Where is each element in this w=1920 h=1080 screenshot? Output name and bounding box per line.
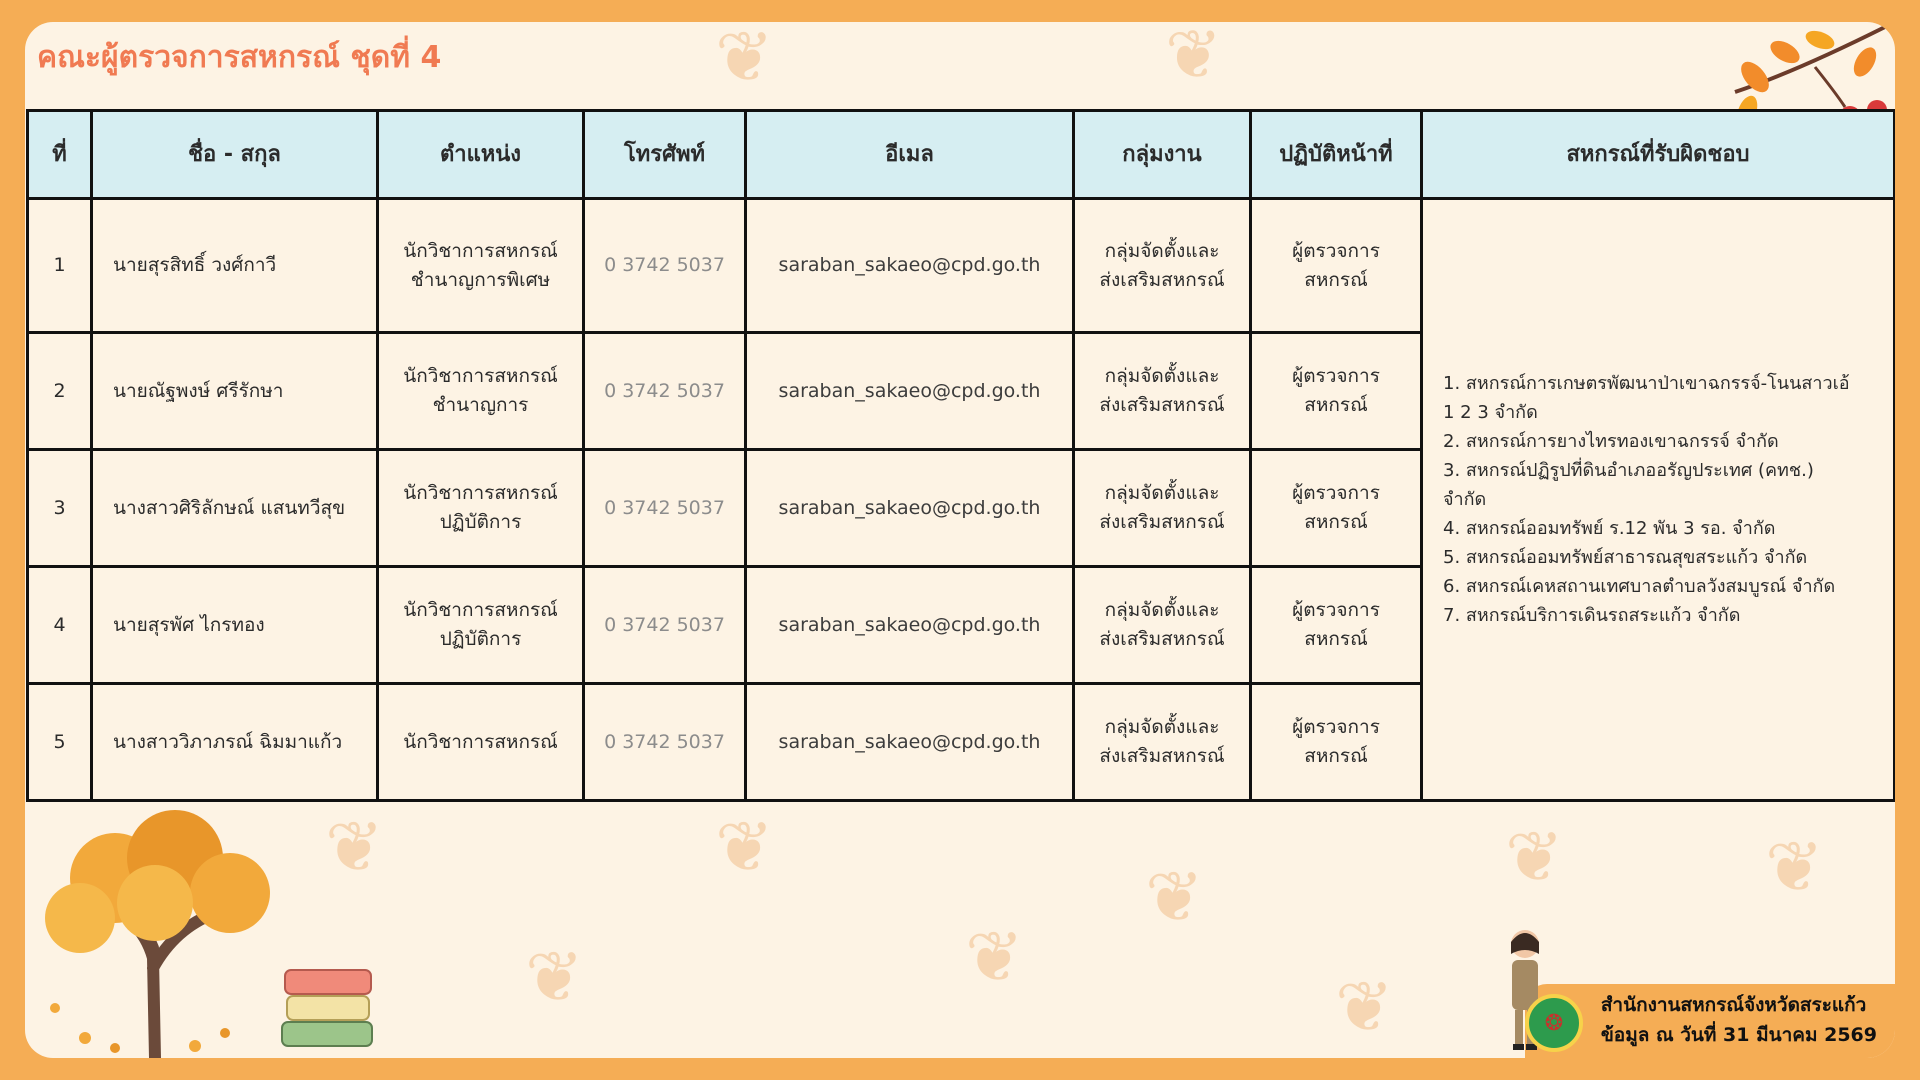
cell-no: 1 <box>28 199 92 333</box>
autumn-tree-illustration <box>25 808 285 1058</box>
header-name: ชื่อ - สกุล <box>92 111 378 199</box>
maple-leaf-icon: ❦ <box>1145 856 1204 938</box>
group-line: กลุ่มจัดตั้งและ <box>1104 482 1220 504</box>
group-line: กลุ่มจัดตั้งและ <box>1104 716 1220 738</box>
group-line: ส่งเสริมสหกรณ์ <box>1099 268 1225 291</box>
slide-card <box>25 22 1895 1058</box>
duty-line: สหกรณ์ <box>1304 268 1368 291</box>
data-date: ข้อมูล ณ วันที่ 31 มีนาคม 2569 <box>1600 1024 1877 1046</box>
coop-line: 5. สหกรณ์ออมทรัพย์สาธารณสุขสระแก้ว จำกัด <box>1443 547 1808 568</box>
coop-line: 3. สหกรณ์ปฏิรูปที่ดินอำเภออรัญประเทศ (คทช.) <box>1443 460 1814 481</box>
cell-no: 5 <box>28 684 92 801</box>
books-illustration <box>277 952 377 1052</box>
cell-no: 4 <box>28 567 92 684</box>
cell-duty <box>1251 333 1422 450</box>
duty-line: ผู้ตรวจการ <box>1292 599 1380 621</box>
maple-leaf-icon: ❦ <box>965 916 1024 998</box>
header-no: ที่ <box>28 111 92 199</box>
maple-leaf-icon: ❦ <box>1165 22 1222 95</box>
maple-leaf-icon: ❦ <box>325 806 384 888</box>
page-title: คณะผู้ตรวจการสหกรณ์ ชุดที่ 4 <box>37 40 442 75</box>
duty-line: สหกรณ์ <box>1304 511 1368 533</box>
coop-line: 1 2 3 จำกัด <box>1443 402 1538 423</box>
cell-position <box>378 199 584 333</box>
office-name: สำนักงานสหกรณ์จังหวัดสระแก้ว <box>1600 994 1867 1016</box>
group-line: กลุ่มจัดตั้งและ <box>1104 365 1220 387</box>
maple-leaf-icon: ❦ <box>1335 966 1394 1048</box>
cell-duty <box>1251 684 1422 801</box>
cell-group <box>1074 567 1251 684</box>
cell-group <box>1074 333 1251 450</box>
cell-duty <box>1251 567 1422 684</box>
header-email: อีเมล <box>746 111 1074 199</box>
duty-line: ผู้ตรวจการ <box>1292 482 1380 504</box>
header-duty: ปฏิบัติหน้าที่ <box>1251 111 1422 199</box>
position-line: ปฏิบัติการ <box>439 628 522 650</box>
position-line: นักวิชาการสหกรณ์ <box>403 365 558 387</box>
duty-line: ผู้ตรวจการ <box>1292 716 1380 738</box>
footer-text <box>1601 990 1877 1050</box>
maple-leaf-icon: ❦ <box>525 936 584 1018</box>
duty-line: สหกรณ์ <box>1304 745 1368 767</box>
cell-phone: 0 3742 5037 <box>584 684 746 801</box>
cell-duty <box>1251 450 1422 567</box>
cell-name: นายณัฐพงษ์ ศรีรักษา <box>92 333 378 450</box>
cell-group <box>1074 684 1251 801</box>
cell-group <box>1074 450 1251 567</box>
cell-email: saraban_sakaeo@cpd.go.th <box>746 333 1074 450</box>
cell-email: saraban_sakaeo@cpd.go.th <box>746 450 1074 567</box>
group-line: ส่งเสริมสหกรณ์ <box>1099 628 1225 650</box>
maple-leaf-icon: ❦ <box>715 806 774 888</box>
group-line: ส่งเสริมสหกรณ์ <box>1099 511 1225 533</box>
cell-group <box>1074 199 1251 333</box>
position-line: นักวิชาการสหกรณ์ <box>403 482 558 504</box>
table-row <box>28 199 1895 333</box>
coop-line: จำกัด <box>1443 489 1487 510</box>
cell-coop-list <box>1422 199 1895 801</box>
coop-line: 4. สหกรณ์ออมทรัพย์ ร.12 พัน 3 รอ. จำกัด <box>1443 518 1776 539</box>
cell-duty <box>1251 199 1422 333</box>
cell-name: นายสุรพัศ ไกรทอง <box>92 567 378 684</box>
position-line: นักวิชาการสหกรณ์ <box>403 599 558 621</box>
coop-line: 2. สหกรณ์การยางไทรทองเขาฉกรรจ์ จำกัด <box>1443 431 1779 452</box>
cell-name: นางสาววิภาภรณ์ ฉิมมาแก้ว <box>92 684 378 801</box>
cell-phone: 0 3742 5037 <box>584 199 746 333</box>
position-line: ชำนาญการ <box>432 394 529 416</box>
coop-line: 6. สหกรณ์เคหสถานเทศบาลตำบลวังสมบูรณ์ จำกัด <box>1443 576 1836 597</box>
cell-position <box>378 567 584 684</box>
table-header-row <box>28 111 1895 199</box>
group-line: ส่งเสริมสหกรณ์ <box>1099 394 1225 416</box>
group-line: กลุ่มจัดตั้งและ <box>1104 239 1220 262</box>
cell-no: 3 <box>28 450 92 567</box>
cell-email: saraban_sakaeo@cpd.go.th <box>746 567 1074 684</box>
maple-leaf-icon: ❦ <box>1505 816 1564 898</box>
group-line: ส่งเสริมสหกรณ์ <box>1099 745 1225 767</box>
duty-line: ผู้ตรวจการ <box>1292 239 1380 262</box>
office-logo-icon: ❂ <box>1525 994 1583 1052</box>
maple-leaf-icon: ❦ <box>715 22 774 98</box>
cell-phone: 0 3742 5037 <box>584 333 746 450</box>
duty-line: สหกรณ์ <box>1304 394 1368 416</box>
header-phone: โทรศัพท์ <box>584 111 746 199</box>
header-group: กลุ่มงาน <box>1074 111 1251 199</box>
cell-position <box>378 450 584 567</box>
duty-line: สหกรณ์ <box>1304 628 1368 650</box>
group-line: กลุ่มจัดตั้งและ <box>1104 599 1220 621</box>
header-coops: สหกรณ์ที่รับผิดชอบ <box>1422 111 1895 199</box>
cell-email: saraban_sakaeo@cpd.go.th <box>746 684 1074 801</box>
cell-position: นักวิชาการสหกรณ์ <box>378 684 584 801</box>
header-position: ตำแหน่ง <box>378 111 584 199</box>
coop-line: 1. สหกรณ์การเกษตรพัฒนาป่าเขาฉกรรจ์-โนนสาวเอ้ <box>1443 373 1850 394</box>
maple-leaf-icon: ❦ <box>1765 826 1824 908</box>
cell-position <box>378 333 584 450</box>
cell-phone: 0 3742 5037 <box>584 567 746 684</box>
duty-line: ผู้ตรวจการ <box>1292 365 1380 387</box>
cell-name: นางสาวศิริลักษณ์ แสนทวีสุข <box>92 450 378 567</box>
position-line: นักวิชาการสหกรณ์ <box>403 239 558 262</box>
position-line: ชำนาญการพิเศษ <box>410 268 551 291</box>
cell-email: saraban_sakaeo@cpd.go.th <box>746 199 1074 333</box>
position-line: ปฏิบัติการ <box>439 511 522 533</box>
cell-no: 2 <box>28 333 92 450</box>
cell-name: นายสุรสิทธิ์ วงศ์กาวี <box>92 199 378 333</box>
cell-phone: 0 3742 5037 <box>584 450 746 567</box>
inspector-table <box>26 109 1895 802</box>
coop-line: 7. สหกรณ์บริการเดินรถสระแก้ว จำกัด <box>1443 605 1741 626</box>
